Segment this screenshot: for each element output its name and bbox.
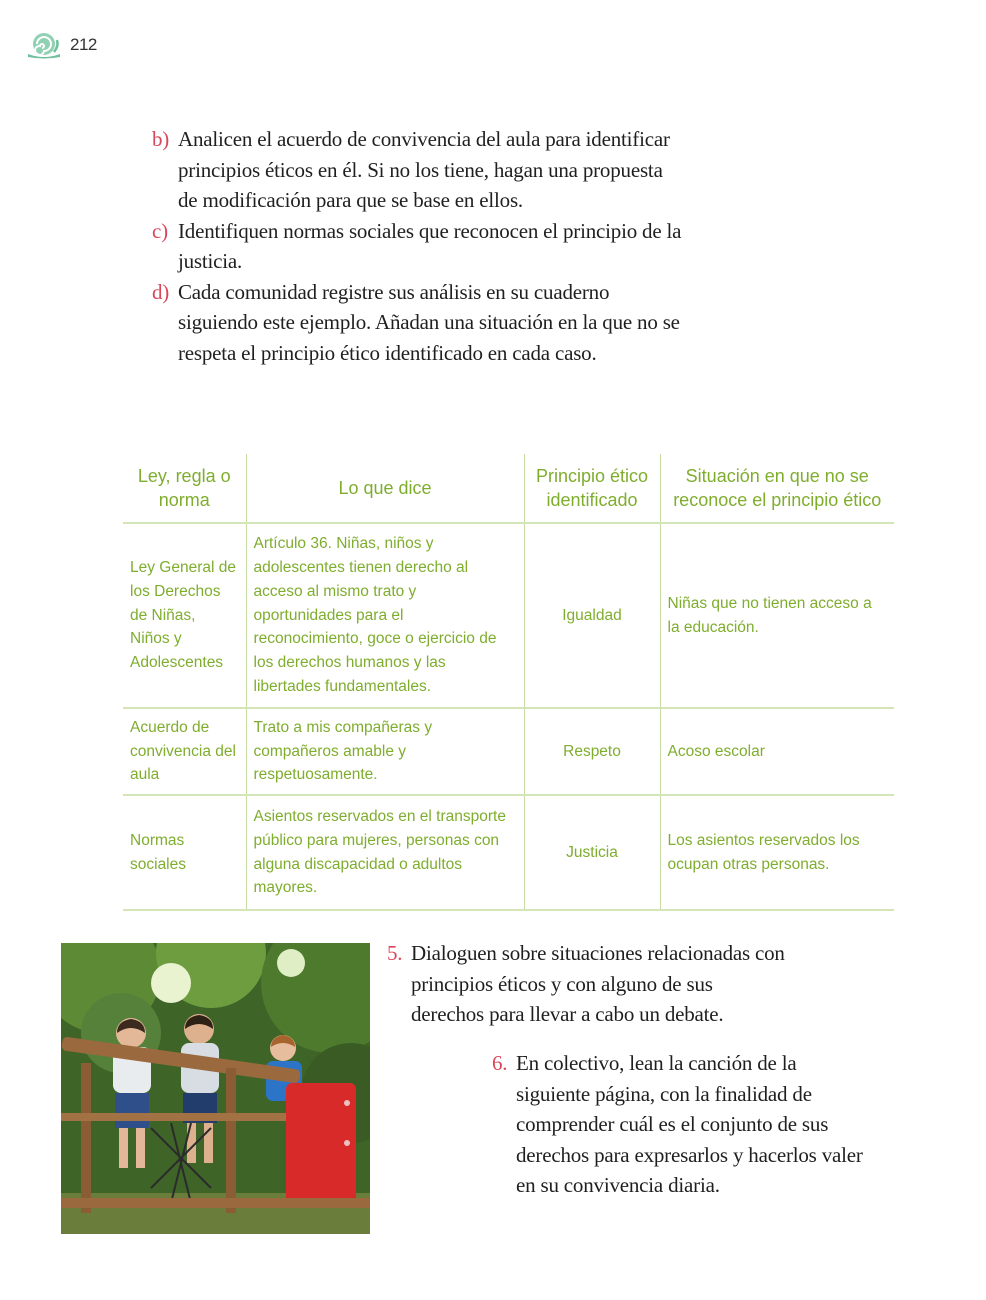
table-row	[123, 523, 894, 708]
table-cell: Asientos reservados en el transporte público para mujeres, personas con alguna discapacidad o adultos mayores.	[246, 795, 524, 910]
table-cell: Ley General de los Derechos de Niñas, Niños y Adolescentes	[123, 523, 246, 708]
table-cell: Los asientos reservados los ocupan otras personas.	[660, 795, 894, 910]
page-header	[26, 30, 97, 60]
children-playground-photo	[61, 943, 370, 1234]
sub-item-letter: c)	[152, 218, 168, 243]
table-cell: Acoso escolar	[660, 708, 894, 795]
sub-item-c	[152, 216, 682, 277]
table-cell: Justicia	[524, 795, 660, 910]
table-cell: Niñas que no tienen acceso a la educación.	[660, 523, 894, 708]
header-principle: Principio ético identificado	[524, 454, 660, 523]
table-cell: Igualdad	[524, 523, 660, 708]
header-situation: Situación en que no se reconoce el principio ético	[660, 454, 894, 523]
sub-item-text: Analicen el acuerdo de convivencia del aula para identificar principios éticos en él. Si no los tiene, hagan una propuesta de modificación para que se base en ellos.	[178, 127, 670, 212]
activity-item-6	[492, 1048, 872, 1201]
sub-item-b	[152, 124, 682, 216]
table-cell: Respeto	[524, 708, 660, 795]
sub-item-d	[152, 277, 682, 369]
table-row	[123, 795, 894, 910]
header-law: Ley, regla o norma	[123, 454, 246, 523]
activity-number: 5.	[387, 941, 403, 965]
table-header-row	[123, 454, 894, 523]
activity-text: En colectivo, lean la canción de la siguiente página, con la finalidad de comprender cuál es el conjunto de sus derechos para expresarlos y hacerlos valer en su convivencia diaria.	[516, 1051, 863, 1197]
table-cell: Acuerdo de convivencia del aula	[123, 708, 246, 795]
sub-item-text: Cada comunidad registre sus análisis en su cuaderno siguiendo este ejemplo. Añadan una situación en la que no se respeta el principio ético identificado en cada caso.	[178, 279, 680, 365]
activity-number: 6.	[492, 1051, 508, 1075]
header-what-it-says: Lo que dice	[246, 454, 524, 523]
ethics-principles-table	[123, 454, 894, 911]
table-row	[123, 708, 894, 795]
sub-item-letter: b)	[152, 127, 170, 151]
sub-activity-list	[152, 124, 682, 368]
snail-icon	[26, 30, 62, 60]
table-cell: Artículo 36. Niñas, niños y adolescentes tienen derecho al acceso al mismo trato y oportunidades para el reconocimiento, goce o ejercicio de los derechos humanos y las libertades fundamentales.	[246, 523, 524, 708]
activity-item-5	[387, 938, 787, 1030]
table-cell: Normas sociales	[123, 795, 246, 910]
sub-item-text: Identifiquen normas sociales que reconocen el principio de la justicia.	[178, 218, 682, 273]
page-number: 212	[70, 35, 97, 54]
table-cell: Trato a mis compañeras y compañeros amable y respetuosamente.	[246, 708, 524, 795]
activity-text: Dialoguen sobre situaciones relacionadas con principios éticos y con alguno de sus derechos para llevar a cabo un debate.	[411, 941, 785, 1026]
sub-item-letter: d)	[152, 279, 170, 304]
